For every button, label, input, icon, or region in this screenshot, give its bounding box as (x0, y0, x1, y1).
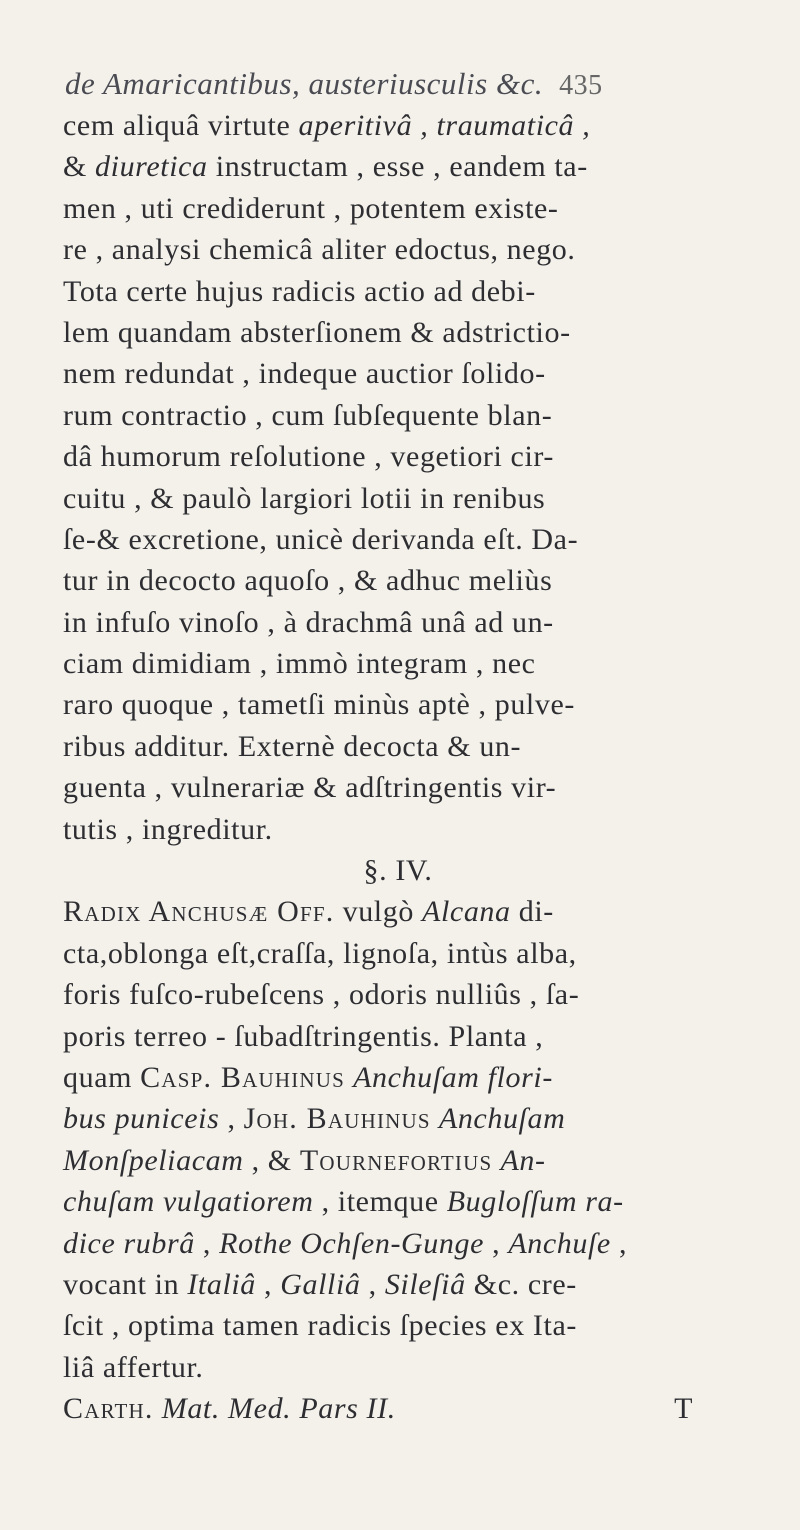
text-run: raro quoque , tametſi minùs aptè , pulve- (63, 688, 575, 722)
text-run: ribus additur. Externè decocta & un- (63, 729, 522, 763)
text-run: ſe-& excretione, unicè derivanda eſt. Da- (63, 522, 579, 556)
text-run: Casp. Bauhinus (140, 1060, 345, 1094)
text-line (63, 1347, 773, 1388)
text-run: bus puniceis (63, 1102, 220, 1136)
text-run: lem quandam absterſionem & adstrictio- (63, 315, 571, 349)
text-line (63, 519, 773, 560)
text-run: chuſam vulgatiorem (63, 1185, 314, 1219)
text-run: Rothe Ochſen-Gunge (219, 1226, 485, 1260)
text-run: Radix Anchusæ Off. (63, 895, 335, 929)
text-line (63, 767, 773, 808)
text-line (63, 312, 773, 353)
text-run: &c. cre- (465, 1267, 577, 1301)
section-heading: §. IV. (363, 854, 433, 888)
text-line (63, 726, 773, 767)
text-run: di- (510, 895, 554, 929)
text-run: dâ humorum reſolutione , vegetiori cir- (63, 440, 554, 474)
text-line (63, 643, 773, 684)
running-header (65, 66, 603, 102)
text-run: , (219, 1102, 244, 1136)
text-line (63, 1264, 773, 1305)
catchword: T (674, 1392, 693, 1426)
text-line (63, 1098, 773, 1139)
text-line (63, 146, 773, 187)
text-run: quam (63, 1060, 141, 1094)
text-run: vulgò (334, 895, 423, 929)
text-run: cta,oblonga eſt,craſſa, lignoſa, intùs alba, (63, 936, 577, 970)
text-run: , (255, 1267, 281, 1301)
running-title: de Amaricantibus, austeriusculis &c. (65, 66, 544, 101)
footer-line (63, 1388, 773, 1429)
text-run: dice rubrâ (63, 1226, 195, 1260)
text-run: Alcana (422, 895, 511, 929)
text-line (63, 478, 773, 519)
text-run: & (63, 150, 96, 184)
text-line (63, 271, 773, 312)
text-run: Anchuſam flori- (353, 1060, 553, 1094)
text-run: men , uti crediderunt , potentem existe- (63, 191, 559, 225)
text-line (63, 229, 773, 270)
text-line (63, 560, 773, 601)
text-run: Galliâ (280, 1267, 361, 1301)
text-run: liâ affertur. (63, 1350, 204, 1384)
text-line (63, 602, 773, 643)
text-line (63, 1181, 773, 1222)
text-line (63, 395, 773, 436)
text-run: re , analysi chemicâ aliter edoctus, nego. (63, 233, 576, 267)
text-run: guenta , vulnerariæ & adſtringentis vir- (63, 771, 557, 805)
text-line (63, 933, 773, 974)
text-run: , (194, 1226, 220, 1260)
text-run: Tota certe hujus radicis actio ad debi- (63, 274, 536, 308)
text-run: vocant in (63, 1267, 188, 1301)
text-run: rum contractio , cum ſubſequente blan- (63, 398, 553, 432)
signature-mark: Carth. (63, 1392, 154, 1426)
text-run: , (610, 1226, 628, 1260)
text-run: Joh. Bauhinus (243, 1102, 431, 1136)
text-line (63, 1140, 773, 1181)
main-text (63, 105, 773, 1430)
text-run: cuitu , & paulò largiori lotii in renibus (63, 481, 546, 515)
text-run (345, 1061, 353, 1094)
text-run: Bugloſſum ra- (446, 1185, 624, 1219)
text-run: , itemque (313, 1185, 447, 1219)
text-line (63, 436, 773, 477)
text-line (63, 974, 773, 1015)
text-line (63, 188, 773, 229)
text-run: , & (243, 1143, 300, 1177)
text-run: ciam dimidiam , immò integram , nec (63, 647, 536, 681)
text-run: An- (500, 1143, 546, 1177)
text-line (63, 1016, 773, 1057)
text-line (63, 809, 773, 850)
text-run: Anchuſe (508, 1226, 611, 1260)
text-line (63, 1305, 773, 1346)
text-run: ſcit , optima tamen radicis ſpecies ex Ita- (63, 1309, 577, 1343)
text-run: Italiâ (187, 1267, 256, 1301)
paragraph-1 (63, 105, 773, 850)
text-run: in infuſo vinoſo , à drachmâ unâ ad un- (63, 605, 554, 639)
text-run: , (360, 1267, 385, 1301)
text-run: Anchuſam (438, 1102, 566, 1136)
text-line (63, 1223, 773, 1264)
text-line (63, 105, 773, 146)
text-run: , (484, 1226, 509, 1260)
text-run: poris terreo - ſubadſtringentis. Planta , (63, 1019, 544, 1053)
text-run: tur in decocto aquoſo , & adhuc meliùs (63, 564, 553, 598)
text-line (63, 891, 773, 932)
page-number: 435 (559, 70, 603, 101)
paragraph-2 (63, 891, 773, 1388)
text-run: tutis , ingreditur. (63, 812, 273, 846)
text-run: Tournefortius (299, 1143, 493, 1177)
text-run: Monſpeliacam (63, 1143, 244, 1177)
text-run: instructam , esse , eandem ta- (207, 150, 588, 184)
text-run: Sileſiâ (384, 1267, 466, 1301)
text-run: aperitivâ , traumaticâ , (298, 109, 591, 142)
text-run: nem redundat , indeque auctior ſolido- (63, 357, 546, 391)
text-line (63, 1057, 773, 1098)
book-title: Mat. Med. Pars II. (161, 1392, 396, 1426)
text-run (431, 1102, 439, 1135)
text-line (63, 353, 773, 394)
text-run: cem aliquâ virtute (63, 109, 299, 142)
text-run: foris fuſco-rubeſcens , odoris nulliûs , ſa- (63, 978, 580, 1012)
text-line (63, 684, 773, 725)
text-run: diuretica (95, 150, 208, 184)
